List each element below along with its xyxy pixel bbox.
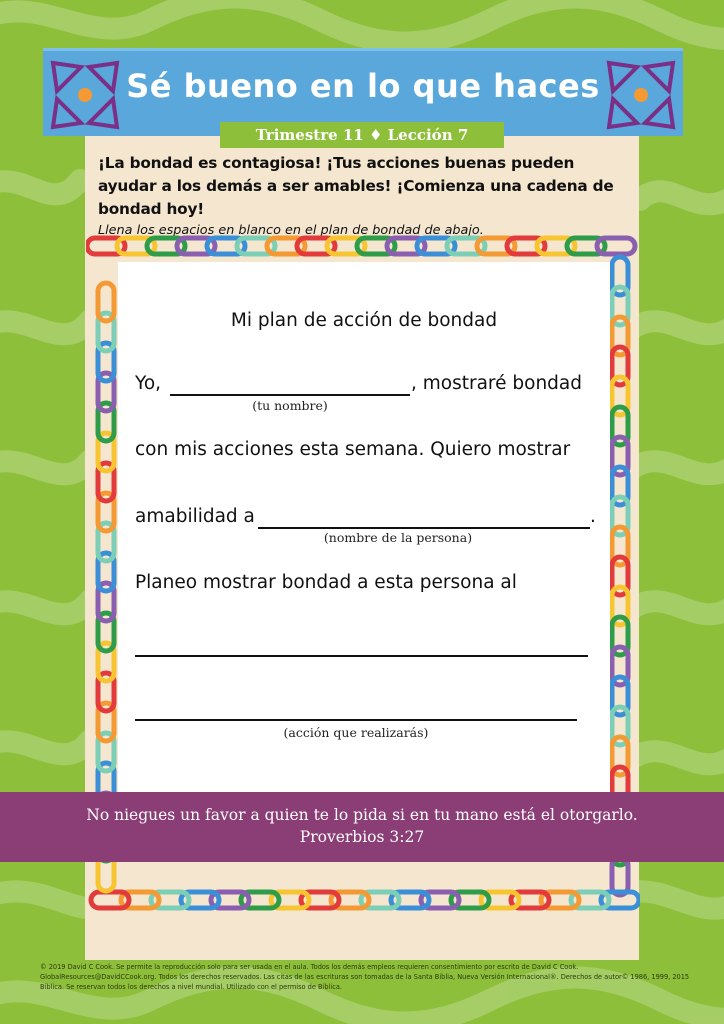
intro-text: ¡La bondad es contagiosa! ¡Tus acciones buenas pueden ayudar a los demás a ser amables! ¡Comienza una cadena de bondad hoy!: [98, 154, 614, 218]
instruction-text: Llena los espacios en blanco en el plan de bondad de abajo.: [98, 223, 484, 238]
copyright-footer: © 2019 David C Cook. Se permite la reproducción solo para ser usada en el aula. Todos los demás empleos requieren consentimiento por escrito de David C Cook. GlobalResources@DavidCCook.org. Todos los derechos reservados. Las citas de las escrituras son tomadas de la Santa Biblia, Nueva Versión Internacional®. Derechos de autor© 1986, 1999, 2015 Bíblica. Se reservan todos los derechos a nivel mundial. Utilizado con el permiso de Bíblica.: [40, 963, 690, 991]
verse-band: [0, 792, 724, 862]
verse-text: No niegues un favor a quien te lo pida si en tu mano está el otorgarlo.: [86, 806, 638, 824]
caption-name: (tu nombre): [252, 398, 328, 413]
lesson-label: Trimestre 11 ♦ Lección 7: [220, 122, 504, 148]
verse-reference: Proverbios 3:27: [299, 828, 425, 846]
intro-block: [98, 152, 628, 238]
line-3-end: .: [590, 506, 596, 527]
plan-title: Mi plan de acción de bondad: [230, 310, 498, 331]
line-3-start: amabilidad a: [135, 506, 255, 527]
your-name-blank[interactable]: [170, 394, 410, 396]
decorative-tile-icon: [603, 57, 679, 133]
line-1-end: , mostraré bondad: [411, 373, 583, 394]
caption-person: (nombre de la persona): [323, 530, 473, 545]
line-1-start: Yo,: [135, 373, 162, 394]
action-blank-2[interactable]: [135, 719, 577, 721]
person-name-blank[interactable]: [258, 527, 590, 529]
line-2: con mis acciones esta semana. Quiero mostrar: [135, 439, 571, 460]
action-blank-1[interactable]: [135, 655, 588, 657]
caption-action: (acción que realizarás): [283, 725, 429, 740]
line-4: Planeo mostrar bondad a esta persona al: [135, 572, 517, 593]
page-title: Sé bueno en lo que haces: [126, 67, 600, 105]
